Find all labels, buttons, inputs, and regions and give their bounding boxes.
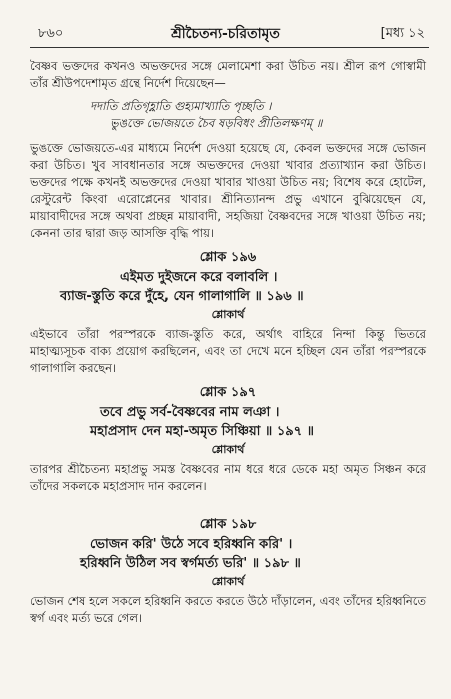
page-body — [30, 58, 426, 633]
sanskrit-quote — [30, 98, 426, 132]
translation-heading: শ্লোকার্থ — [211, 575, 245, 588]
quote-line-1: দদাতি প্রতিগৃহ্ণাতি গুহ্যমাখ্যাতি পৃচ্ছতি । — [90, 99, 272, 113]
translation-paragraph: এইভাবে তাঁরা পরস্পরকে ব্যাজ-স্তুতি করে, অর্থাৎ বাহিরে নিন্দা কিন্তু ভিতরে মাহাত্ম্যসূচক বাক্য প্রয়োগ করছিলেন, এবং তা দেখে মনে হচ্ছিল যেন তাঁরা পরস্পরকে গালাগালি করছেন। — [30, 327, 426, 375]
translation-paragraph: তারপর শ্রীচৈতন্য মহাপ্রভু সমস্ত বৈষ্ণবের নাম ধরে ধরে ডেকে মহা অমৃত সিঞ্চন করে তাঁদের সকলকে মহাপ্রসাদ দান করলেন। — [30, 462, 426, 493]
verse-line-2: মহাপ্রসাদ দেন মহা-অমৃত সিঞ্চিয়া ॥ ১৯৭ ॥ — [90, 424, 315, 439]
verse-line-1: তবে প্রভু সর্ব-বৈষ্ণবের নাম লঞা । — [100, 405, 280, 420]
translation-heading: শ্লোকার্থ — [211, 443, 245, 456]
verse-line-2: ব্যাজ-স্তুতি করে দুঁহে, যেন গালাগালি ॥ ১৯৬ ॥ — [60, 289, 304, 304]
quote-line-2: ভুঙক্তে ভোজয়তে চৈব ষড়বিধং প্রীতিলক্ষণম্ ॥ — [110, 116, 323, 130]
header-rule — [30, 47, 429, 48]
verse-heading: শ্লোক ১৯৭ — [199, 385, 257, 400]
intro-paragraph: বৈষ্ণব ভক্তদের কখনও অভক্তদের সঙ্গে মেলামেশা করা উচিত নয়। শ্রীল রূপ গোস্বামী তাঁর শ্রীউপদেশামৃত গ্রন্থে নির্দেশ দিয়েছেন— — [30, 59, 426, 90]
verse-line-1: ভোজন করি' উঠে সবে হরিধ্বনি করি' । — [90, 537, 293, 552]
verse-heading: শ্লোক ১৯৬ — [199, 250, 257, 265]
translation-paragraph: ভোজন শেষ হলে সকলে হরিধ্বনি করতে করতে উঠে দাঁড়ালেন, এবং তাঁদের হরিধ্বনিতে স্বর্গ এবং মর্ত্য ভরে গেল। — [30, 594, 426, 625]
verse-198 — [30, 515, 426, 627]
running-title: শ্রীচৈতন্য-চরিতামৃত — [171, 26, 280, 42]
chapter-marker: [মধ্য ১২ — [380, 26, 425, 41]
verse-line-1: এইমত দুইজনে করে বলাবলি । — [120, 270, 278, 285]
explanation-paragraph: ভুঙক্তে ভোজয়তে-এর মাধ্যমে নির্দেশ দেওয়া হয়েছে যে, কেবল ভক্তদের সঙ্গে ভোজন করা উচিত। খুব সাবধানতার সঙ্গে অভক্তদের দেওয়া খাবার প্রত্যাখ্যান করা উচিত। ভক্তদের পক্ষে কখনই অভক্তদের দেওয়া খাবার খাওয়া উচিত নয়; বিশেষ করে হোটেল, রেস্টুরেন্ট কিংবা এরোপ্লেনের খাবার। শ্রীনিত্যানন্দ প্রভু এখানে বুঝিয়েছেন যে, মায়াবাদীদের সঙ্গে অথবা প্রচ্ছন্ন মায়াবাদী, সহজিয়া বৈষ্ণবদের সঙ্গে খাওয়া উচিত নয়; কেননা তার দ্বারা জড় আসক্তি বৃদ্ধি পায়। — [30, 141, 426, 240]
page-header — [0, 0, 451, 48]
page-number: ৮৬০ — [38, 26, 64, 41]
verse-line-2: হরিধ্বনি উঠিল সব স্বর্গমর্ত্য ভরি' ॥ ১৯৮ ॥ — [80, 556, 301, 571]
verse-heading: শ্লোক ১৯৮ — [199, 517, 257, 532]
verse-196 — [30, 248, 426, 377]
verse-197 — [30, 383, 426, 495]
translation-heading: শ্লোকার্থ — [211, 308, 245, 321]
